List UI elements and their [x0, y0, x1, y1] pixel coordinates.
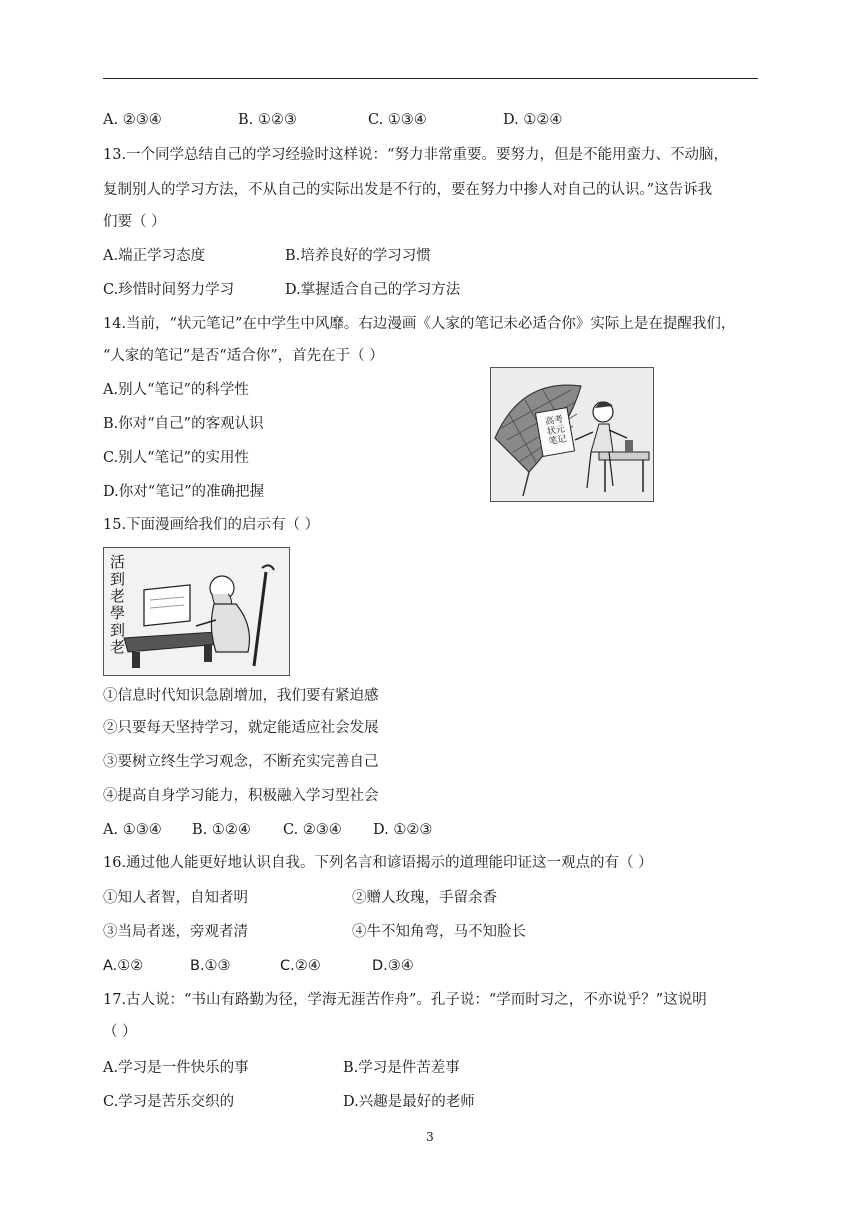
q14-stem-line-1: 14.当前，“状元笔记”在中学生中风靡。右边漫画《人家的笔记未必适合你》实际上是在提醒我们，	[103, 316, 736, 332]
header-rule	[103, 78, 758, 79]
q14-option-a: A.别人“笔记”的科学性	[103, 382, 249, 398]
q16-option-a: A.①②	[103, 958, 144, 974]
cartoon-lifelong-learning-drawing	[104, 548, 289, 675]
cartoon-lifelong-learning-image	[103, 547, 290, 676]
q14-stem-line-2: “人家的笔记”是否“适合你”，首先在于（ ）	[103, 348, 384, 364]
page-number: 3	[426, 1130, 434, 1144]
q15-statement-4: ④提高自身学习能力，积极融入学习型社会	[103, 788, 379, 804]
q17-stem-line-1: 17.古人说：“书山有路勤为径，学海无涯苦作舟”。孔子说：“学而时习之，不亦说乎？”这说明	[103, 992, 707, 1008]
q16-option-c: C.②④	[280, 958, 321, 974]
q16-statement-1: ①知人者智，自知者明	[103, 890, 248, 906]
q17-option-b: B.学习是件苦差事	[343, 1060, 460, 1076]
q14-option-c: C.别人“笔记”的实用性	[103, 450, 250, 466]
q16-option-b: B.①③	[190, 958, 231, 974]
q17-option-a: A.学习是一件快乐的事	[103, 1060, 249, 1076]
q12-option-b: B. ①②③	[238, 112, 297, 128]
q16-statement-4: ④牛不知角弯，马不知脸长	[352, 924, 526, 940]
q13-option-d: D.掌握适合自己的学习方法	[285, 282, 461, 298]
q14-option-b: B.你对“自己”的客观认识	[103, 416, 264, 432]
q15-option-b: B. ①②④	[192, 822, 251, 838]
q17-stem-line-2: （ ）	[103, 1024, 137, 1040]
q13-option-a: A.端正学习态度	[103, 248, 206, 264]
q13-stem-line-2: 复制别人的学习方法，不从自己的实际出发是不行的，要在努力中掺人对自己的认识。”这告诉我	[103, 182, 713, 198]
q12-option-d: D. ①②④	[503, 112, 563, 128]
q17-option-c: C.学习是苦乐交织的	[103, 1094, 235, 1110]
q15-option-a: A. ①③④	[103, 822, 162, 838]
q16-statement-3: ③当局者迷，旁观者清	[103, 924, 248, 940]
q15-option-c: C. ②③④	[283, 822, 342, 838]
cartoon-notes-image	[490, 367, 654, 502]
q12-option-a: A. ②③④	[103, 112, 162, 128]
cartoon-sign-text: 高考状元笔记	[544, 414, 568, 448]
q16-statement-2: ②赠人玫瑰，手留余香	[352, 890, 497, 906]
q13-option-c: C.珍惜时间努力学习	[103, 282, 235, 298]
cartoon-caption-text: 活到老學到老	[110, 553, 126, 656]
q15-stem: 15.下面漫画给我们的启示有（ ）	[103, 517, 320, 533]
q14-option-d: D.你对“笔记”的准确把握	[103, 484, 265, 500]
q15-statement-1: ①信息时代知识急剧增加，我们要有紧迫感	[103, 688, 379, 704]
q16-option-d: D.③④	[372, 958, 414, 974]
q16-stem: 16.通过他人能更好地认识自我。下列名言和谚语揭示的道理能印证这一观点的有（ ）	[103, 855, 653, 871]
cartoon-notes-drawing	[491, 368, 653, 501]
q17-option-d: D.兴趣是最好的老师	[343, 1094, 475, 1110]
q13-stem-line-3: 们要（ ）	[103, 214, 166, 230]
q13-option-b: B.培养良好的学习习惯	[285, 248, 431, 264]
q15-option-d: D. ①②③	[373, 822, 433, 838]
q15-statement-3: ③要树立终生学习观念，不断充实完善自己	[103, 754, 379, 770]
q12-option-c: C. ①③④	[368, 112, 427, 128]
q13-stem-line-1: 13.一个同学总结自己的学习经验时这样说：“努力非常重要。要努力，但是不能用蛮力、不动脑，	[103, 147, 728, 163]
q15-statement-2: ②只要每天坚持学习，就定能适应社会发展	[103, 720, 379, 736]
